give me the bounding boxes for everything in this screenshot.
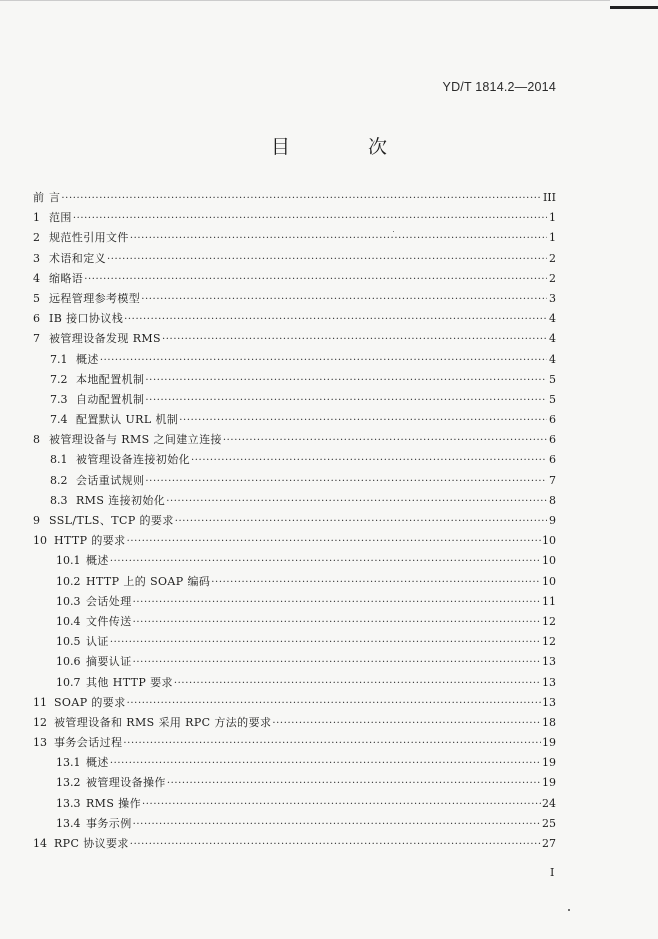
toc-entry-page: 12 (542, 635, 556, 649)
toc-entry-page: 6 (549, 453, 556, 467)
toc-entry-label: 事务示例 (86, 816, 132, 830)
toc-entry[interactable] (33, 713, 556, 733)
toc-leader-dots (145, 371, 547, 391)
toc-entry[interactable] (33, 430, 556, 450)
toc-entry-page: 2 (549, 271, 556, 285)
toc-entry-page: 12 (542, 614, 556, 628)
toc-leader-dots (110, 754, 541, 774)
document-identifier: YD/T 1814.2—2014 (442, 80, 556, 94)
toc-entry-number: 10.2 (56, 574, 81, 588)
toc-leader-dots (84, 270, 547, 290)
toc-entry-number: 13 (33, 736, 47, 750)
toc-entry-label: 远程管理参考模型 (49, 291, 141, 305)
toc-entry-label: RMS 连接初始化 (76, 493, 166, 507)
scan-speck (568, 909, 570, 911)
toc-leader-dots (179, 411, 547, 431)
toc-entry[interactable] (33, 572, 556, 592)
toc-entry[interactable] (33, 208, 556, 228)
toc-entry[interactable] (33, 188, 556, 208)
toc-entry[interactable] (33, 632, 556, 652)
toc-entry-label: 文件传送 (86, 614, 132, 628)
toc-entry-page: 4 (549, 352, 556, 366)
toc-entry-number: 前 (33, 191, 44, 204)
toc-entry-page: 9 (549, 514, 556, 527)
toc-leader-dots (100, 351, 547, 371)
table-of-contents (33, 188, 556, 854)
toc-entry[interactable] (33, 491, 556, 511)
toc-entry[interactable] (33, 350, 556, 370)
toc-entry-number: 2 (33, 231, 40, 245)
toc-entry-label: SSL/TLS、TCP 的要求 (49, 514, 174, 527)
toc-entry-label: 会话处理 (86, 594, 132, 608)
toc-entry[interactable] (33, 773, 556, 793)
toc-entry-label: 范围 (49, 211, 72, 225)
toc-entry[interactable] (33, 511, 556, 531)
toc-leader-dots (124, 310, 547, 330)
toc-entry[interactable] (33, 592, 556, 612)
toc-entry-label: 概述 (86, 554, 109, 568)
toc-entry-label: HTTP 上的 SOAP 编码 (86, 574, 211, 588)
toc-leader-dots (133, 815, 541, 835)
toc-entry-page: 19 (542, 756, 556, 770)
toc-entry-page: 1 (549, 231, 556, 245)
toc-entry-page: 4 (549, 312, 556, 326)
toc-leader-dots (61, 189, 542, 209)
toc-entry-number: 8 (33, 433, 40, 447)
toc-entry-number: 7.2 (50, 372, 68, 386)
toc-entry-label: 认证 (86, 635, 109, 649)
toc-leader-dots (110, 552, 541, 572)
toc-entry[interactable] (33, 834, 556, 854)
toc-entry[interactable] (33, 410, 556, 430)
toc-leader-dots (133, 613, 541, 633)
toc-entry-page: 18 (542, 715, 556, 729)
toc-entry-page: III (542, 191, 556, 204)
toc-entry-number: 10.3 (56, 594, 81, 608)
toc-entry-label: 事务会话过程 (54, 736, 123, 750)
toc-entry-page: 11 (542, 594, 556, 608)
toc-entry[interactable] (33, 612, 556, 632)
toc-leader-dots (211, 573, 541, 593)
toc-entry-page: 13 (542, 675, 556, 689)
toc-entry-number: 7.3 (50, 392, 68, 406)
toc-entry[interactable] (33, 551, 556, 571)
toc-entry-number: 10.6 (56, 655, 81, 669)
toc-entry-number: 13.1 (56, 756, 81, 770)
toc-entry-number: 10.7 (56, 675, 81, 689)
toc-entry-number: 5 (33, 291, 40, 305)
top-edge-line (0, 0, 610, 1)
toc-entry-label: 本地配置机制 (76, 372, 145, 386)
toc-entry-label: 被管理设备和 RMS 采用 RPC 方法的要求 (54, 715, 272, 729)
page-title: 目 次 (270, 136, 424, 158)
toc-entry-label: 缩略语 (49, 271, 84, 285)
top-right-rule (610, 6, 658, 9)
toc-entry-page: 5 (549, 372, 556, 386)
toc-leader-dots (130, 229, 547, 249)
toc-leader-dots (127, 694, 541, 714)
toc-entry-label: 被管理设备连接初始化 (76, 453, 190, 467)
toc-entry-number: 10 (33, 534, 47, 548)
toc-entry[interactable] (33, 329, 556, 349)
toc-entry-label: HTTP 的要求 (54, 534, 126, 548)
toc-entry[interactable] (33, 814, 556, 834)
toc-entry-page: 10 (542, 574, 556, 588)
toc-entry-page: 19 (542, 736, 556, 750)
toc-entry[interactable] (33, 370, 556, 390)
toc-leader-dots (110, 633, 541, 653)
toc-entry-page: 10 (542, 534, 556, 548)
toc-entry[interactable] (33, 249, 556, 269)
toc-leader-dots (127, 532, 541, 552)
toc-leader-dots (73, 209, 547, 229)
toc-entry-number: 12 (33, 715, 47, 729)
toc-entry[interactable] (33, 794, 556, 814)
toc-entry-label: 摘要认证 (86, 655, 132, 669)
toc-entry-page: 6 (549, 413, 556, 427)
toc-entry-number: 8.2 (50, 473, 68, 487)
toc-entry-number: 4 (33, 271, 40, 285)
toc-entry-label: SOAP 的要求 (54, 695, 126, 709)
toc-entry-page: 3 (549, 291, 556, 305)
toc-entry-number: 7 (33, 332, 40, 346)
toc-leader-dots (191, 451, 547, 471)
toc-entry-label: 会话重试规则 (76, 473, 145, 487)
toc-leader-dots (174, 674, 541, 694)
toc-entry[interactable] (33, 228, 556, 248)
toc-entry-page: 7 (549, 473, 556, 487)
toc-entry[interactable] (33, 531, 556, 551)
toc-entry-number: 13.2 (56, 776, 81, 790)
toc-entry-label: 自动配置机制 (76, 392, 145, 406)
toc-entry-label: 被管理设备与 RMS 之间建立连接 (49, 433, 222, 447)
toc-entry-label: 概述 (76, 352, 99, 366)
toc-entry[interactable] (33, 390, 556, 410)
toc-entry[interactable] (33, 652, 556, 672)
toc-entry[interactable] (33, 269, 556, 289)
toc-entry-label: 术语和定义 (49, 251, 106, 265)
toc-entry[interactable] (33, 450, 556, 470)
toc-entry-page: 24 (542, 796, 556, 810)
toc-entry-label: 配置默认 URL 机制 (76, 413, 179, 427)
toc-entry-number: 1 (33, 211, 40, 225)
toc-entry-number: 10.5 (56, 635, 81, 649)
toc-entry-label: 规范性引用文件 (49, 231, 129, 245)
toc-entry-page: 4 (549, 332, 556, 346)
toc-entry-number: 10.4 (56, 614, 81, 628)
toc-entry-number: 14 (33, 837, 47, 850)
page-number: I (550, 866, 555, 879)
toc-entry-label: RPC 协议要求 (54, 837, 129, 850)
toc-entry-number: 8.1 (50, 453, 68, 467)
toc-entry-number: 7.4 (50, 413, 68, 427)
toc-entry[interactable] (33, 753, 556, 773)
toc-entry-label: 被管理设备发现 RMS (49, 332, 161, 346)
toc-entry-number: 8.3 (50, 493, 68, 507)
scan-speck (393, 231, 394, 232)
toc-leader-dots (145, 472, 547, 492)
toc-leader-dots (141, 290, 547, 310)
toc-entry-label: 被管理设备操作 (86, 776, 166, 790)
toc-entry[interactable] (33, 471, 556, 491)
toc-entry-label: 其他 HTTP 要求 (86, 675, 173, 689)
toc-entry[interactable] (33, 733, 556, 753)
toc-entry[interactable] (33, 673, 556, 693)
toc-entry-number: 10.1 (56, 554, 81, 568)
toc-leader-dots (175, 512, 547, 532)
toc-leader-dots (107, 250, 547, 270)
toc-leader-dots (123, 734, 541, 754)
toc-entry-label: 概述 (86, 756, 109, 770)
toc-entry-label: IB 接口协议栈 (49, 312, 124, 326)
toc-entry-label: RMS 操作 (86, 796, 141, 810)
toc-entry-page: 19 (542, 776, 556, 790)
toc-entry-number: 7.1 (50, 352, 68, 366)
toc-entry-number: 13.3 (56, 796, 81, 810)
toc-entry-page: 10 (542, 554, 556, 568)
toc-entry[interactable] (33, 309, 556, 329)
toc-entry-number: 9 (33, 514, 40, 527)
toc-entry-page: 27 (542, 837, 556, 850)
toc-entry[interactable] (33, 289, 556, 309)
toc-entry-page: 13 (542, 695, 556, 709)
toc-leader-dots (223, 431, 547, 451)
toc-leader-dots (162, 330, 547, 350)
toc-entry-number: 3 (33, 251, 40, 265)
toc-leader-dots (272, 714, 541, 734)
toc-entry-page: 5 (549, 392, 556, 406)
toc-entry-page: 8 (549, 493, 556, 507)
toc-leader-dots (145, 391, 547, 411)
toc-leader-dots (133, 653, 541, 673)
toc-entry-page: 13 (542, 655, 556, 669)
toc-entry-label: 言 (49, 191, 61, 204)
toc-leader-dots (167, 774, 541, 794)
toc-entry[interactable] (33, 693, 556, 713)
toc-entry-page: 2 (549, 251, 556, 265)
toc-entry-page: 6 (549, 433, 556, 447)
toc-entry-page: 1 (549, 211, 556, 225)
toc-entry-number: 11 (33, 695, 47, 709)
toc-entry-number: 6 (33, 312, 40, 326)
toc-leader-dots (130, 835, 541, 855)
toc-leader-dots (142, 795, 541, 815)
toc-leader-dots (166, 492, 547, 512)
toc-entry-number: 13.4 (56, 816, 81, 830)
toc-leader-dots (133, 593, 541, 613)
toc-entry-page: 25 (542, 816, 556, 830)
